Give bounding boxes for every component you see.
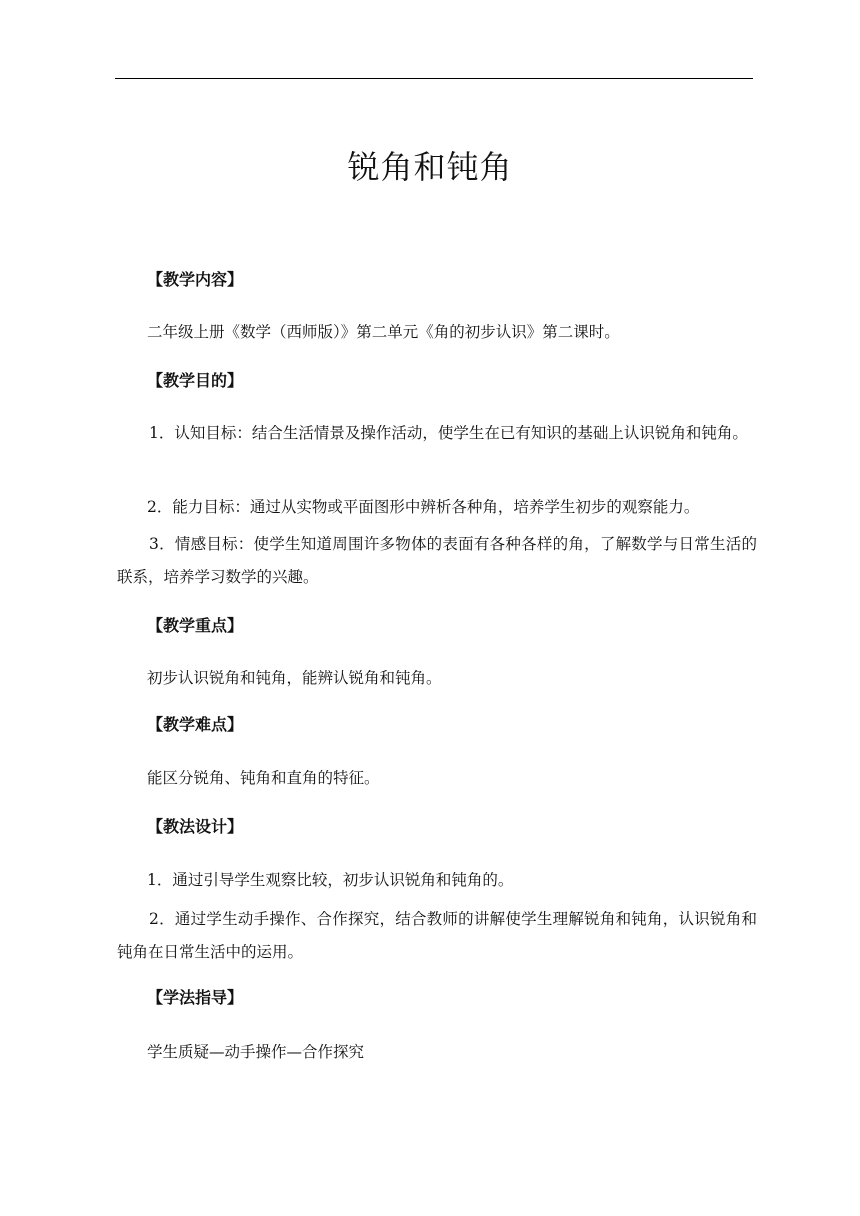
teaching-design-item-1: 1．通过引导学生观察比较，初步认识锐角和钝角的。 (147, 871, 514, 889)
teaching-design-item-2: 2．通过学生动手操作、合作探究，结合教师的讲解使学生理解锐角和钝角，认识锐角和钝角在日常生活中的运用。 (117, 910, 757, 961)
learning-guide-text: 学生质疑—动手操作—合作探究 (147, 1043, 365, 1061)
header-rule (115, 78, 753, 79)
goal-item-1: 1．认知目标：结合生活情景及操作活动，使学生在已有知识的基础上认识锐角和钝角。 (149, 424, 748, 442)
section-heading-teaching-design: 【教法设计】 (147, 817, 244, 836)
section-heading-learning-guide: 【学法指导】 (147, 988, 244, 1007)
section-heading-key-points: 【教学重点】 (147, 616, 244, 635)
content-text: 二年级上册《数学（西师版）》第二单元《角的初步认识》第二课时。 (147, 323, 620, 341)
key-points-text: 初步认识锐角和钝角，能辨认锐角和钝角。 (147, 669, 442, 687)
document-title: 锐角和钝角 (347, 148, 513, 186)
difficulties-text: 能区分锐角、钝角和直角的特征。 (147, 769, 380, 787)
section-heading-difficulties: 【教学难点】 (147, 715, 244, 734)
goal-item-3: 3．情感目标：使学生知道周围许多物体的表面有各种各样的角，了解数学与日常生活的联系，培养学习数学的兴趣。 (117, 535, 757, 586)
goal-item-2: 2．能力目标：通过从实物或平面图形中辨析各种角，培养学生初步的观察能力。 (147, 498, 700, 516)
section-heading-goals: 【教学目的】 (147, 371, 244, 390)
section-heading-content: 【教学内容】 (147, 270, 244, 289)
